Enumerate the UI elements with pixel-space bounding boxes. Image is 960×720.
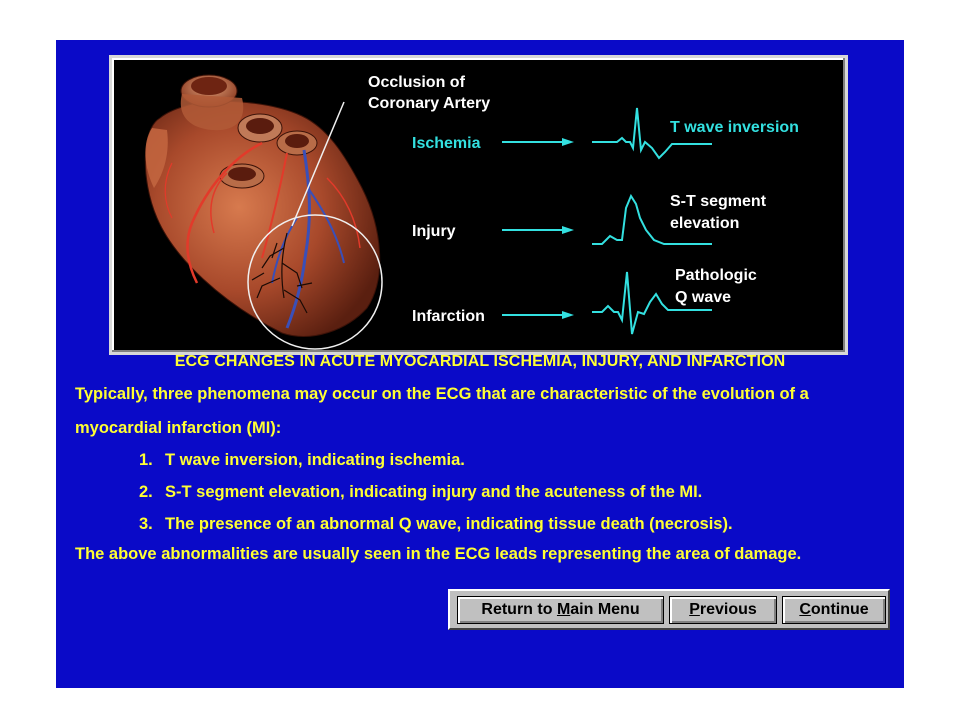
button-hotkey: P <box>689 601 700 618</box>
list-text: S-T segment elevation, indicating injury and the acuteness of the MI. <box>165 483 703 501</box>
change-label-injury-line1: S-T segment <box>670 193 767 210</box>
stage-label-ischemia: Ischemia <box>412 135 481 152</box>
ecg-figure <box>109 55 848 355</box>
occlusion-label-line1: Occlusion of <box>368 74 465 91</box>
button-label: ain Menu <box>570 601 640 618</box>
list-text: The presence of an abnormal Q wave, indicating tissue death (necrosis). <box>165 515 733 533</box>
intro-line-1: Typically, three phenomena may occur on the ECG that are characteristic of the evolution of a <box>75 385 809 403</box>
ecg-figure-graphic <box>112 58 845 352</box>
heart-illustration <box>145 75 382 349</box>
button-label: Return to <box>481 601 557 618</box>
arrow-ischemia-head <box>562 138 574 146</box>
stage-label-injury: Injury <box>412 223 456 240</box>
navigation-button-bar <box>448 589 890 630</box>
continue-button[interactable] <box>782 596 886 624</box>
change-label-injury-line2: elevation <box>670 215 740 232</box>
list-number: 3. <box>139 515 153 533</box>
list-text: T wave inversion, indicating ischemia. <box>165 451 465 469</box>
previous-button[interactable] <box>669 596 777 624</box>
closing-line: The above abnormalities are usually seen in the ECG leads representing the area of damage. <box>75 545 802 563</box>
button-hotkey: M <box>556 601 571 618</box>
change-label-infarction-line1: Pathologic <box>675 267 757 284</box>
list-number: 2. <box>139 483 153 501</box>
list-item <box>139 515 733 534</box>
return-to-main-menu-button[interactable] <box>457 596 664 624</box>
list-item <box>139 451 465 470</box>
change-label-ischemia: T wave inversion <box>670 119 799 136</box>
arrow-injury-head <box>562 226 574 234</box>
arrow-infarction-head <box>562 311 574 319</box>
stage-label-infarction: Infarction <box>412 308 485 325</box>
figure-caption: ECG CHANGES IN ACUTE MYOCARDIAL ISCHEMIA, INJURY, AND INFARCTION <box>174 353 786 370</box>
list-item <box>139 483 702 502</box>
button-hotkey: C <box>799 601 811 618</box>
slide-screen <box>56 40 904 688</box>
list-number: 1. <box>139 451 153 469</box>
change-label-infarction-line2: Q wave <box>675 289 732 306</box>
button-label: revious <box>699 601 757 618</box>
occlusion-label-line2: Coronary Artery <box>368 95 491 112</box>
button-label: ontinue <box>810 601 869 618</box>
intro-line-2: myocardial infarction (MI): <box>75 419 282 437</box>
